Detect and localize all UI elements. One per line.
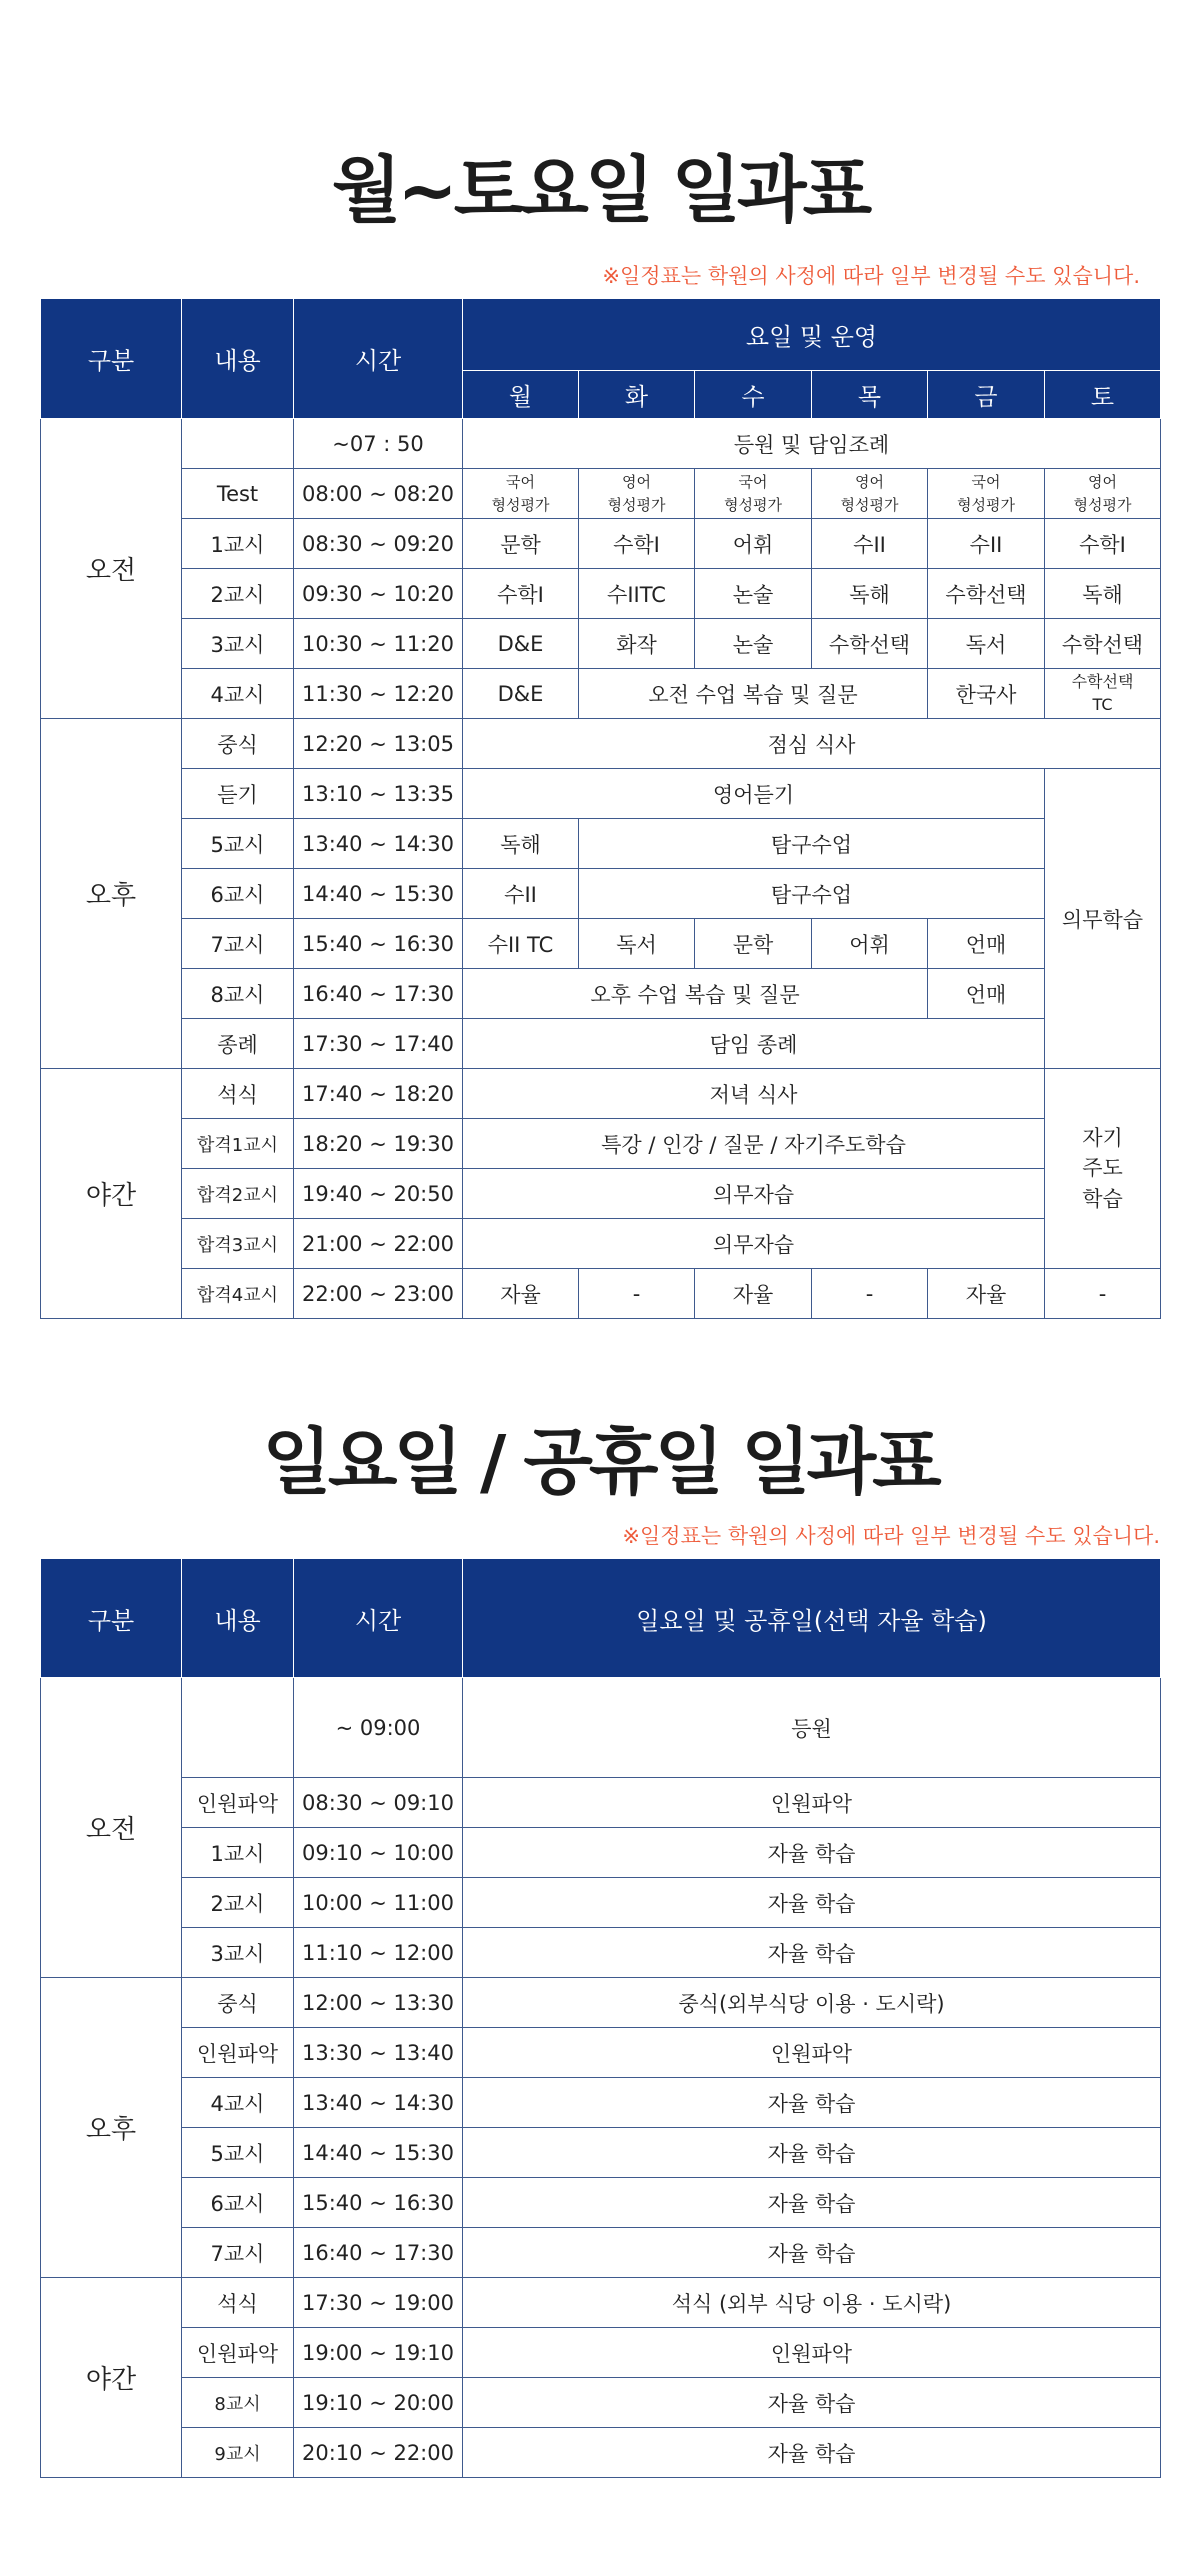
row-label: 8교시 bbox=[182, 969, 294, 1019]
row-time: 15:40 ~ 16:30 bbox=[294, 919, 463, 969]
row-text: 등원 bbox=[463, 1678, 1161, 1778]
cell-wed: 어휘 bbox=[695, 519, 812, 569]
row-time: 20:10 ~ 22:00 bbox=[294, 2428, 463, 2478]
row-label: 2교시 bbox=[182, 1878, 294, 1928]
table-row bbox=[41, 2228, 1161, 2278]
row-label: 석식 bbox=[182, 2278, 294, 2328]
table-row bbox=[41, 469, 1161, 519]
row-text: 석식 (외부 식당 이용 · 도시락) bbox=[463, 2278, 1161, 2328]
row-time: 17:30 ~ 17:40 bbox=[294, 1019, 463, 1069]
cell-fri: 수학선택 bbox=[928, 569, 1045, 619]
cell-fri: 수II bbox=[928, 519, 1045, 569]
row-time: 11:10 ~ 12:00 bbox=[294, 1928, 463, 1978]
row-label: 3교시 bbox=[182, 1928, 294, 1978]
cell-fri: 국어 형성평가 bbox=[928, 469, 1045, 519]
table-row bbox=[41, 419, 1161, 469]
row-time: 10:30 ~ 11:20 bbox=[294, 619, 463, 669]
cell-mon-thu: 오후 수업 복습 및 질문 bbox=[463, 969, 928, 1019]
row-text: 자율 학습 bbox=[463, 2378, 1161, 2428]
row-text: 인원파악 bbox=[463, 1778, 1161, 1828]
row-time: 13:40 ~ 14:30 bbox=[294, 819, 463, 869]
cell-mon: 수II TC bbox=[463, 919, 579, 969]
row-label: 9교시 bbox=[182, 2428, 294, 2478]
table-row bbox=[41, 2328, 1161, 2378]
sunday-timetable bbox=[40, 1558, 1161, 2478]
row-label: 듣기 bbox=[182, 769, 294, 819]
cell-mon: 독해 bbox=[463, 819, 579, 869]
row-time: 13:40 ~ 14:30 bbox=[294, 2078, 463, 2128]
row-label: 4교시 bbox=[182, 669, 294, 719]
table-row bbox=[41, 2178, 1161, 2228]
row-text: 자율 학습 bbox=[463, 1878, 1161, 1928]
row-text: 자율 학습 bbox=[463, 2428, 1161, 2478]
row-time: 22:00 ~ 23:00 bbox=[294, 1269, 463, 1319]
table-row bbox=[41, 1169, 1161, 1219]
row-label: 합격1교시 bbox=[182, 1119, 294, 1169]
row-text: 저녁 식사 bbox=[463, 1069, 1045, 1119]
row-label bbox=[182, 1678, 294, 1778]
table-row bbox=[41, 1928, 1161, 1978]
row-time: 13:30 ~ 13:40 bbox=[294, 2028, 463, 2078]
table-row bbox=[41, 1678, 1161, 1778]
sunday-title: 일요일 / 공휴일 일과표 bbox=[262, 1420, 938, 1504]
header-days-group: 요일 및 운영 bbox=[463, 299, 1161, 371]
row-time: 15:40 ~ 16:30 bbox=[294, 2178, 463, 2228]
cell-sat: - bbox=[1045, 1269, 1161, 1319]
row-time: ~ 09:00 bbox=[294, 1678, 463, 1778]
row-label: 7교시 bbox=[182, 919, 294, 969]
row-label: 6교시 bbox=[182, 869, 294, 919]
cell-sat-pm: 의무학습 bbox=[1045, 769, 1161, 1069]
row-text: 자율 학습 bbox=[463, 2078, 1161, 2128]
row-text: 자율 학습 bbox=[463, 1828, 1161, 1878]
row-time: 17:30 ~ 19:00 bbox=[294, 2278, 463, 2328]
cell-tue-fri: 탐구수업 bbox=[579, 819, 1045, 869]
cell-sat: 수학선택 bbox=[1045, 619, 1161, 669]
cell-tue: 영어 형성평가 bbox=[579, 469, 695, 519]
cell-mon: D&E bbox=[463, 669, 579, 719]
section-night: 야간 bbox=[41, 1069, 182, 1319]
table-row bbox=[41, 2028, 1161, 2078]
row-time: 11:30 ~ 12:20 bbox=[294, 669, 463, 719]
row-time: 09:30 ~ 10:20 bbox=[294, 569, 463, 619]
cell-wed: 문학 bbox=[695, 919, 812, 969]
row-time: 08:00 ~ 08:20 bbox=[294, 469, 463, 519]
table-row bbox=[41, 569, 1161, 619]
row-label: 2교시 bbox=[182, 569, 294, 619]
row-text: 자율 학습 bbox=[463, 2228, 1161, 2278]
cell-mon: 문학 bbox=[463, 519, 579, 569]
header-content: 내용 bbox=[182, 299, 294, 419]
weekday-timetable bbox=[40, 298, 1161, 1319]
row-time: 17:40 ~ 18:20 bbox=[294, 1069, 463, 1119]
section-morning: 오전 bbox=[41, 419, 182, 719]
row-label: 중식 bbox=[182, 719, 294, 769]
cell-mon: 수II bbox=[463, 869, 579, 919]
row-time: 18:20 ~ 19:30 bbox=[294, 1119, 463, 1169]
table-row bbox=[41, 1019, 1161, 1069]
cell-mon: 자율 bbox=[463, 1269, 579, 1319]
header-day-sat: 토 bbox=[1045, 371, 1161, 419]
row-time: 19:40 ~ 20:50 bbox=[294, 1169, 463, 1219]
header-section: 구분 bbox=[41, 299, 182, 419]
table-row bbox=[41, 869, 1161, 919]
cell-wed: 논술 bbox=[695, 619, 812, 669]
row-label: 인원파악 bbox=[182, 1778, 294, 1828]
cell-thu: 영어 형성평가 bbox=[812, 469, 928, 519]
row-label: 5교시 bbox=[182, 2128, 294, 2178]
row-text: 중식(외부식당 이용 · 도시락) bbox=[463, 1978, 1161, 2028]
header-days-group: 일요일 및 공휴일(선택 자율 학습) bbox=[463, 1559, 1161, 1678]
row-label: 6교시 bbox=[182, 2178, 294, 2228]
header-time: 시간 bbox=[294, 299, 463, 419]
cell-thu: 어휘 bbox=[812, 919, 928, 969]
row-label: 인원파악 bbox=[182, 2028, 294, 2078]
row-label: 인원파악 bbox=[182, 2328, 294, 2378]
table-row bbox=[41, 1219, 1161, 1269]
row-time: ~07 : 50 bbox=[294, 419, 463, 469]
cell-sat: 독해 bbox=[1045, 569, 1161, 619]
table-row bbox=[41, 969, 1161, 1019]
row-text: 인원파악 bbox=[463, 2328, 1161, 2378]
section-night: 야간 bbox=[41, 2278, 182, 2478]
row-label: 합격2교시 bbox=[182, 1169, 294, 1219]
row-label: 4교시 bbox=[182, 2078, 294, 2128]
cell-wed: 논술 bbox=[695, 569, 812, 619]
row-label: 1교시 bbox=[182, 1828, 294, 1878]
row-text: 자율 학습 bbox=[463, 1928, 1161, 1978]
cell-mon: 수학I bbox=[463, 569, 579, 619]
header-day-mon: 월 bbox=[463, 371, 579, 419]
row-label: 합격4교시 bbox=[182, 1269, 294, 1319]
row-label: 3교시 bbox=[182, 619, 294, 669]
table-row bbox=[41, 2078, 1161, 2128]
cell-fri: 언매 bbox=[928, 919, 1045, 969]
row-text: 담임 종례 bbox=[463, 1019, 1045, 1069]
row-label bbox=[182, 419, 294, 469]
table-row bbox=[41, 2128, 1161, 2178]
section-morning: 오전 bbox=[41, 1678, 182, 1978]
row-text: 영어듣기 bbox=[463, 769, 1045, 819]
row-text: 인원파악 bbox=[463, 2028, 1161, 2078]
section-afternoon: 오후 bbox=[41, 719, 182, 1069]
row-time: 19:00 ~ 19:10 bbox=[294, 2328, 463, 2378]
cell-wed: 국어 형성평가 bbox=[695, 469, 812, 519]
row-time: 21:00 ~ 22:00 bbox=[294, 1219, 463, 1269]
cell-sat: 수학I bbox=[1045, 519, 1161, 569]
table-row bbox=[41, 719, 1161, 769]
table-row bbox=[41, 1269, 1161, 1319]
row-text: 자율 학습 bbox=[463, 2128, 1161, 2178]
cell-sat: 수학선택 TC bbox=[1045, 669, 1161, 719]
row-time: 12:00 ~ 13:30 bbox=[294, 1978, 463, 2028]
cell-fri: 한국사 bbox=[928, 669, 1045, 719]
cell-wed: 자율 bbox=[695, 1269, 812, 1319]
table-row bbox=[41, 669, 1161, 719]
cell-tue-fri: 탐구수업 bbox=[579, 869, 1045, 919]
cell-tue: 독서 bbox=[579, 919, 695, 969]
row-text: 특강 / 인강 / 질문 / 자기주도학습 bbox=[463, 1119, 1045, 1169]
cell-thu: 독해 bbox=[812, 569, 928, 619]
table-row bbox=[41, 1878, 1161, 1928]
cell-fri: 자율 bbox=[928, 1269, 1045, 1319]
table-row bbox=[41, 819, 1161, 869]
header-day-thu: 목 bbox=[812, 371, 928, 419]
row-time: 09:10 ~ 10:00 bbox=[294, 1828, 463, 1878]
row-time: 16:40 ~ 17:30 bbox=[294, 2228, 463, 2278]
table-row bbox=[41, 1828, 1161, 1878]
header-time: 시간 bbox=[294, 1559, 463, 1678]
row-text: 자율 학습 bbox=[463, 2178, 1161, 2228]
cell-tue-thu: 오전 수업 복습 및 질문 bbox=[579, 669, 928, 719]
cell-sat: 영어 형성평가 bbox=[1045, 469, 1161, 519]
section-afternoon: 오후 bbox=[41, 1978, 182, 2278]
table-row bbox=[41, 2428, 1161, 2478]
row-label: Test bbox=[182, 469, 294, 519]
row-label: 종례 bbox=[182, 1019, 294, 1069]
row-text: 등원 및 담임조례 bbox=[463, 419, 1161, 469]
table-row bbox=[41, 2278, 1161, 2328]
row-text: 의무자습 bbox=[463, 1169, 1045, 1219]
table-row bbox=[41, 1778, 1161, 1828]
row-label: 5교시 bbox=[182, 819, 294, 869]
cell-mon: D&E bbox=[463, 619, 579, 669]
row-time: 19:10 ~ 20:00 bbox=[294, 2378, 463, 2428]
header-section: 구분 bbox=[41, 1559, 182, 1678]
table-row bbox=[41, 1978, 1161, 2028]
row-label: 중식 bbox=[182, 1978, 294, 2028]
cell-tue: 수IITC bbox=[579, 569, 695, 619]
cell-tue: - bbox=[579, 1269, 695, 1319]
table-row bbox=[41, 519, 1161, 569]
row-time: 16:40 ~ 17:30 bbox=[294, 969, 463, 1019]
table-row bbox=[41, 1069, 1161, 1119]
table-row bbox=[41, 2378, 1161, 2428]
row-label: 8교시 bbox=[182, 2378, 294, 2428]
row-time: 14:40 ~ 15:30 bbox=[294, 2128, 463, 2178]
weekday-title: 월~토요일 일과표 bbox=[331, 148, 869, 232]
row-time: 08:30 ~ 09:20 bbox=[294, 519, 463, 569]
sunday-note: ※일정표는 학원의 사정에 따라 일부 변경될 수도 있습니다. bbox=[622, 1524, 1160, 1548]
header-day-tue: 화 bbox=[579, 371, 695, 419]
row-time: 08:30 ~ 09:10 bbox=[294, 1778, 463, 1828]
cell-fri: 언매 bbox=[928, 969, 1045, 1019]
row-label: 합격3교시 bbox=[182, 1219, 294, 1269]
table-row bbox=[41, 919, 1161, 969]
weekday-note: ※일정표는 학원의 사정에 따라 일부 변경될 수도 있습니다. bbox=[602, 264, 1140, 288]
cell-thu: - bbox=[812, 1269, 928, 1319]
cell-tue: 수학I bbox=[579, 519, 695, 569]
header-content: 내용 bbox=[182, 1559, 294, 1678]
row-time: 10:00 ~ 11:00 bbox=[294, 1878, 463, 1928]
table-row bbox=[41, 619, 1161, 669]
row-time: 14:40 ~ 15:30 bbox=[294, 869, 463, 919]
row-time: 12:20 ~ 13:05 bbox=[294, 719, 463, 769]
cell-thu: 수학선택 bbox=[812, 619, 928, 669]
row-time: 13:10 ~ 13:35 bbox=[294, 769, 463, 819]
cell-sat-night: 자기 주도 학습 bbox=[1045, 1069, 1161, 1269]
header-day-fri: 금 bbox=[928, 371, 1045, 419]
cell-fri: 독서 bbox=[928, 619, 1045, 669]
row-label: 석식 bbox=[182, 1069, 294, 1119]
row-text: 의무자습 bbox=[463, 1219, 1045, 1269]
cell-thu: 수II bbox=[812, 519, 928, 569]
header-day-wed: 수 bbox=[695, 371, 812, 419]
table-row bbox=[41, 1119, 1161, 1169]
cell-tue: 화작 bbox=[579, 619, 695, 669]
table-row bbox=[41, 769, 1161, 819]
row-label: 1교시 bbox=[182, 519, 294, 569]
cell-mon: 국어 형성평가 bbox=[463, 469, 579, 519]
row-text: 점심 식사 bbox=[463, 719, 1161, 769]
row-label: 7교시 bbox=[182, 2228, 294, 2278]
